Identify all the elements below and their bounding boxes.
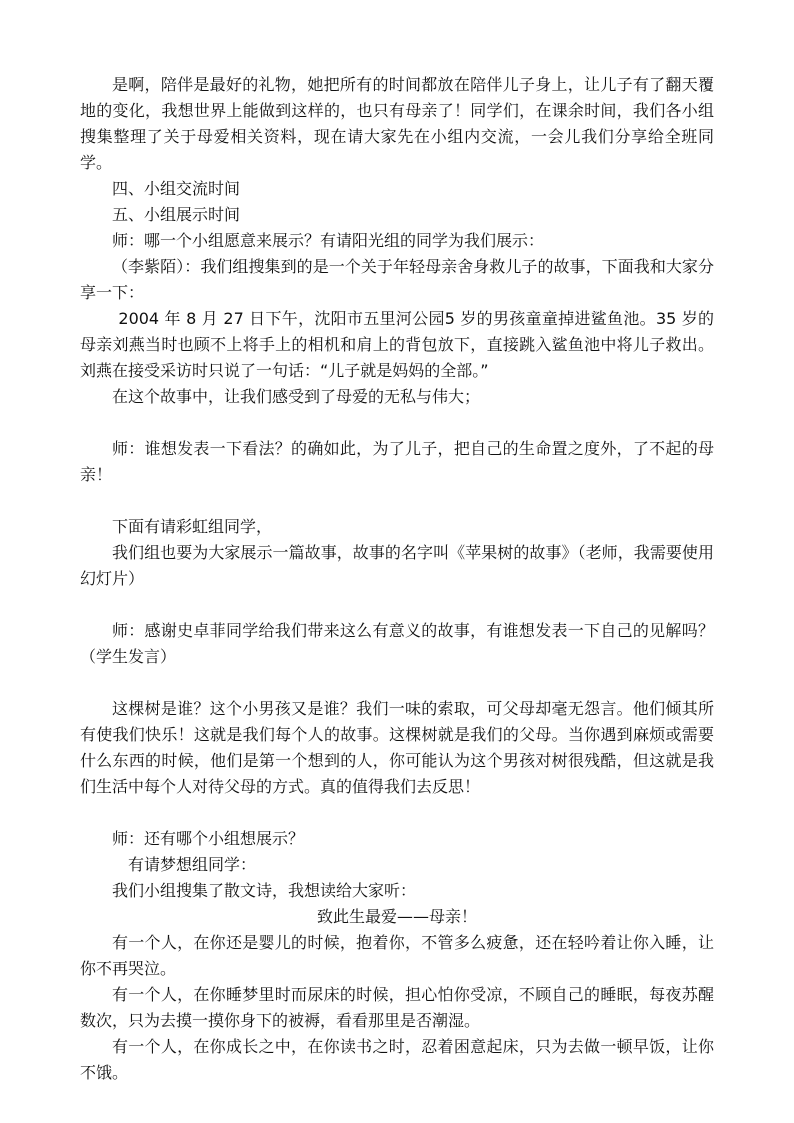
blank-line: [80, 670, 714, 696]
paragraph-apple-tree-story: 我们组也要为大家展示一篇故事，故事的名字叫《苹果树的故事》（老师，我需要使用幻灯片）: [80, 543, 714, 588]
poem-stanza-2: 有一个人，在你睡梦里时而尿床的时候，担心怕你受凉，不顾自己的睡眠，每夜苏醒数次，只为去摸一摸你身下的被褥，看看那里是否潮湿。: [80, 985, 714, 1030]
paragraph-teacher-comment: 师：谁想发表一下看法？的确如此，为了儿子，把自己的生命置之度外，了不起的母亲！: [80, 439, 714, 484]
heading-group-exchange: 四、小组交流时间: [112, 179, 241, 198]
blank-line: [80, 592, 714, 618]
paragraph-intro: 是啊，陪伴是最好的礼物，她把所有的时间都放在陪伴儿子身上，让儿子有了翻天覆地的变化，我想世界上能做到这样的，也只有母亲了！同学们，在课余时间，我们各小组搜集整理了关于母爱相关资料，现在请大家先在小组内交流，一会儿我们分享给全班同学。: [80, 75, 714, 172]
blank-line: [80, 410, 714, 436]
paragraph-story-2004: 2004 年 8 月 27 日下午，沈阳市五里河公园5 岁的男孩童童掉进鲨鱼池。35 岁的母亲刘燕当时也顾不上将手上的相机和肩上的背包放下，直接跳入鲨鱼池中将儿子救出。刘燕在接受采访时只说了一句话：“儿子就是妈妈的全部。”: [80, 309, 714, 380]
heading-group-display: 五、小组展示时间: [112, 205, 241, 224]
poem-stanza-1: 有一个人，在你还是婴儿的时候，抱着你，不管多么疲惫，还在轻吟着让你入睡，让你不再哭泣。: [80, 933, 714, 978]
paragraph-rainbow-group: 下面有请彩虹组同学，: [112, 517, 273, 536]
paragraph-li-zimo: （李紫陌）：我们组搜集到的是一个关于年轻母亲舍身救儿子的故事，下面我和大家分享一下：: [80, 257, 714, 302]
paragraph-dream-group: 有请梦想组同学：: [128, 855, 257, 874]
poem-title: 致此生最爱——母亲！: [316, 907, 477, 926]
paragraph-teacher-invite: 师：哪一个小组愿意来展示？有请阳光组的同学为我们展示：: [112, 231, 545, 250]
paragraph-teacher-thanks: 师：感谢史卓菲同学给我们带来这么有意义的故事，有谁想发表一下自己的见解吗？（学生发言）: [80, 621, 714, 666]
blank-line: [80, 800, 714, 826]
paragraph-story-summary: 在这个故事中，让我们感受到了母爱的无私与伟大；: [112, 387, 481, 406]
paragraph-teacher-next: 师：还有哪个小组想展示？: [112, 829, 305, 848]
poem-stanza-3: 有一个人，在你成长之中，在你读书之时，忍着困意起床，只为去做一顿早饭，让你不饿。: [80, 1037, 714, 1082]
blank-line: [80, 488, 714, 514]
paragraph-prose-intro: 我们小组搜集了散文诗，我想读给大家听：: [112, 881, 417, 900]
paragraph-tree-reflection: 这棵树是谁？这个小男孩又是谁？我们一味的索取，可父母却毫无怨言。他们倾其所有使我们快乐！这就是我们每个人的故事。这棵树就是我们的父母。当你遇到麻烦或需要什么东西的时候，他们是第一个想到的人，你可能认为这个男孩对树很残酷，但这就是我们生活中每个人对待父母的方式。真的值得我们去反思！: [80, 699, 714, 796]
